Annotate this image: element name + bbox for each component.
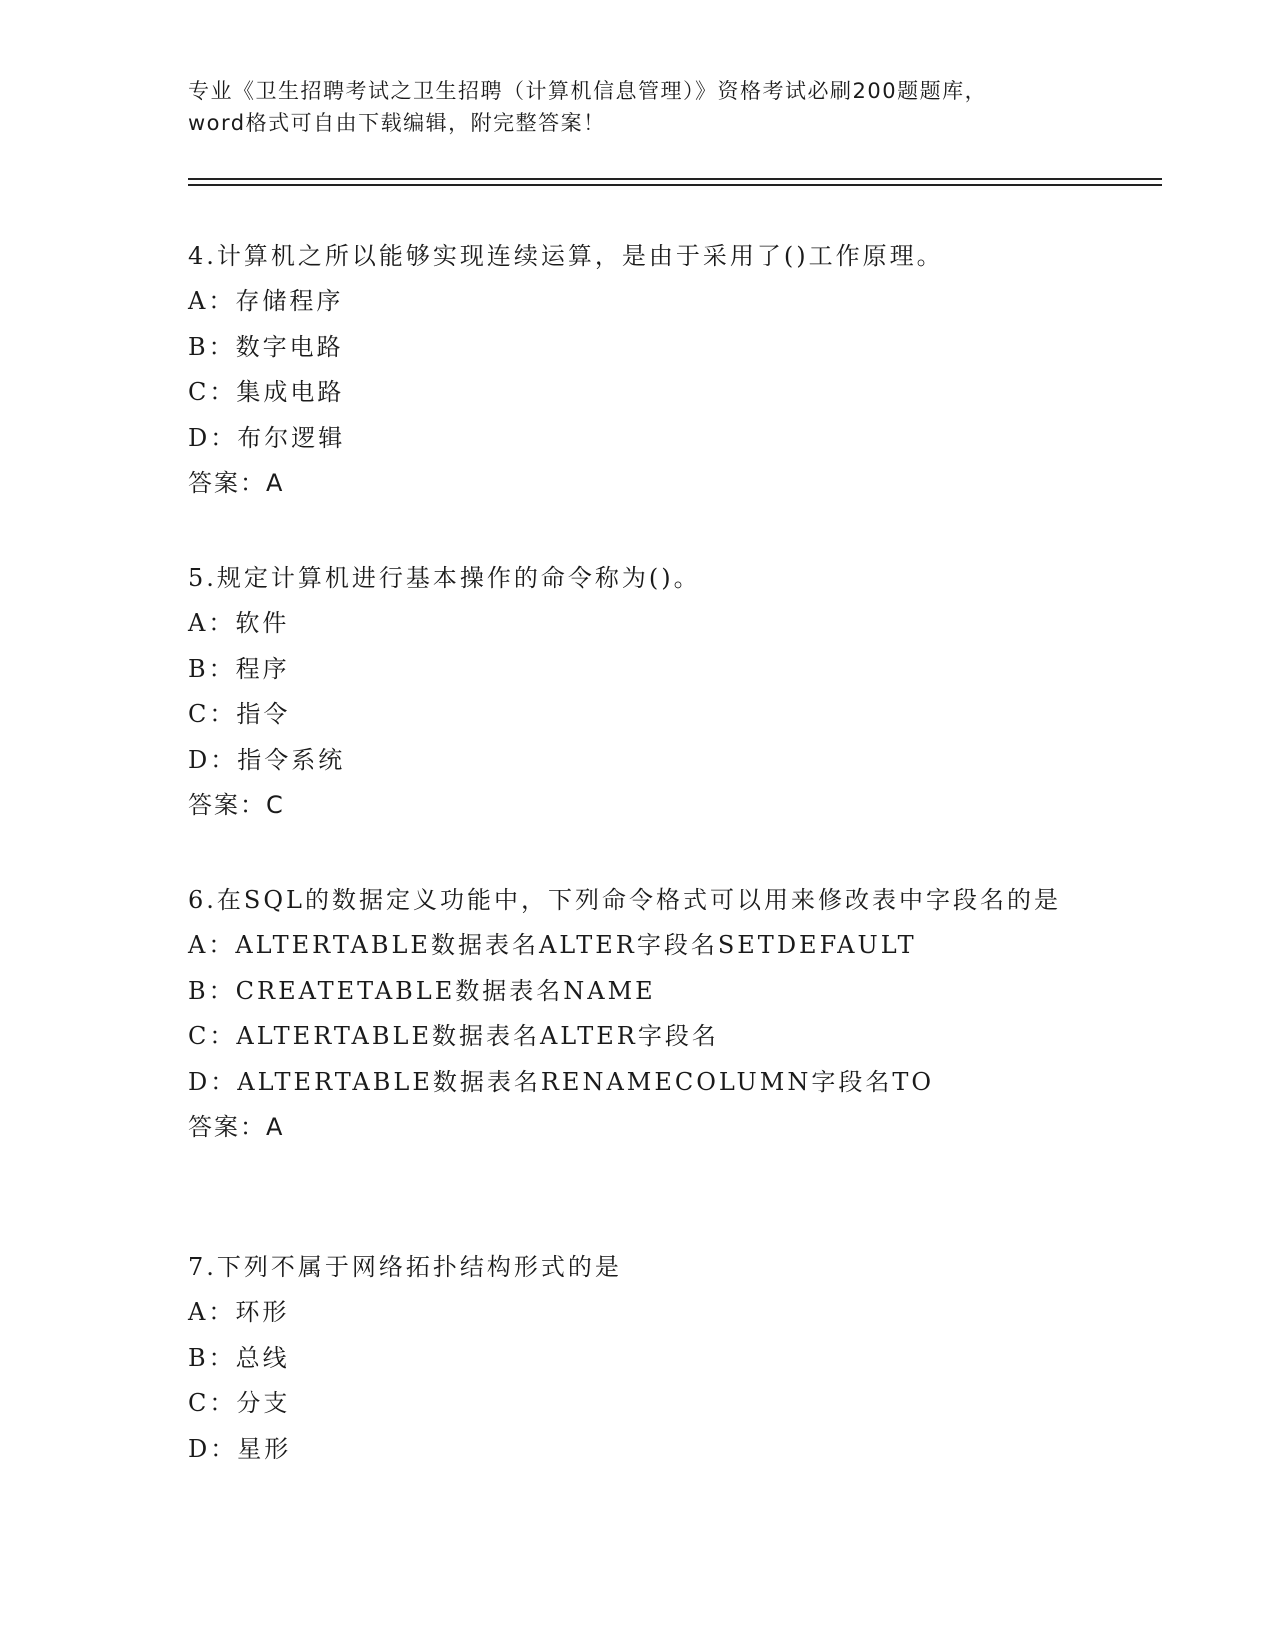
- header-line-1: 专业《卫生招聘考试之卫生招聘（计算机信息管理）》资格考试必刷200题题库，: [188, 79, 988, 103]
- option-c: C：ALTERTABLE数据表名ALTER字段名: [188, 1022, 719, 1050]
- question-7: [188, 1245, 1088, 1472]
- option-d: D：ALTERTABLE数据表名RENAMECOLUMN字段名TO: [188, 1067, 935, 1096]
- option-d: D：布尔逻辑: [188, 423, 346, 452]
- option-d: D：指令系统: [188, 745, 346, 774]
- question-6: [188, 878, 1088, 1150]
- option-a: A：ALTERTABLE数据表名ALTER字段名SETDEFAULT: [188, 931, 917, 959]
- answer-label: 答案：A: [188, 1113, 285, 1141]
- option-c: C：集成电路: [188, 378, 345, 406]
- document-header: [188, 75, 1088, 139]
- header-divider-bottom: [188, 184, 1162, 186]
- option-c: C：指令: [188, 700, 291, 728]
- header-divider-top: [188, 178, 1162, 180]
- header-line-2: word格式可自由下载编辑，附完整答案！: [188, 111, 606, 135]
- question-title: 4.计算机之所以能够实现连续运算，是由于采用了()工作原理。: [188, 242, 944, 270]
- question-title: 7.下列不属于网络拓扑结构形式的是: [188, 1253, 622, 1281]
- option-d: D：星形: [188, 1434, 292, 1463]
- option-a: A：软件: [188, 609, 290, 637]
- question-title: 6.在SQL的数据定义功能中，下列命令格式可以用来修改表中字段名的是: [188, 886, 1061, 914]
- answer-label: 答案：A: [188, 469, 285, 497]
- option-b: B：CREATETABLE数据表名NAME: [188, 976, 656, 1005]
- option-a: A：存储程序: [188, 287, 344, 315]
- option-b: B：总线: [188, 1343, 290, 1372]
- answer-label: 答案：C: [188, 791, 285, 819]
- question-title: 5.规定计算机进行基本操作的命令称为()。: [188, 564, 701, 592]
- option-b: B：数字电路: [188, 332, 344, 361]
- option-c: C：分支: [188, 1389, 291, 1417]
- question-4: [188, 234, 1088, 506]
- option-a: A：环形: [188, 1298, 290, 1326]
- option-b: B：程序: [188, 654, 290, 683]
- question-5: [188, 556, 1088, 828]
